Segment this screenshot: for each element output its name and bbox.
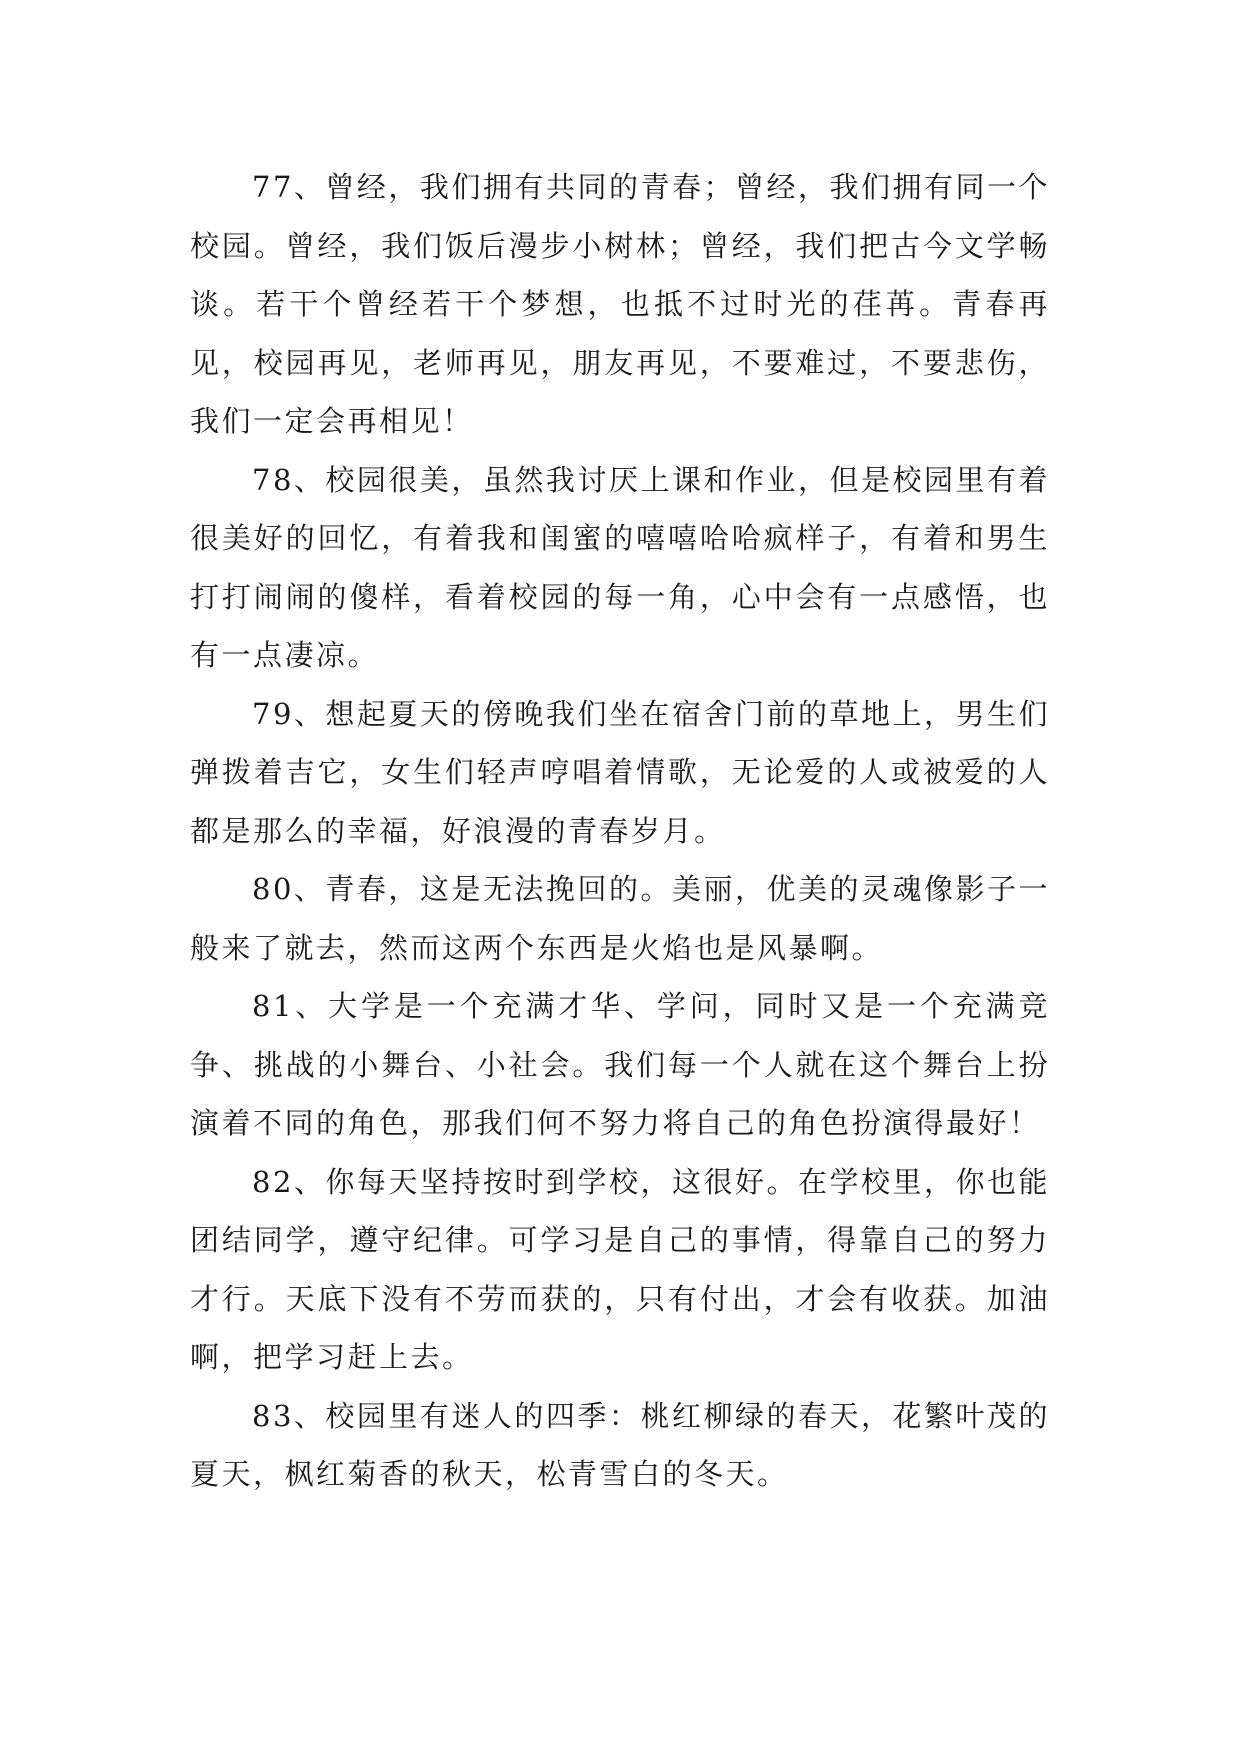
paragraph-77: 77、曾经，我们拥有共同的青春；曾经，我们拥有同一个校园。曾经，我们饭后漫步小树林；曾经，我们把古今文学畅谈。若干个曾经若干个梦想，也抵不过时光的荏苒。青春再见，校园再见，老师再见，朋友再见，不要难过，不要悲伤，我们一定会再相见！	[190, 170, 1050, 438]
paragraph-82: 82、你每天坚持按时到学校，这很好。在学校里，你也能团结同学，遵守纪律。可学习是自己的事情，得靠自己的努力才行。天底下没有不劳而获的，只有付出，才会有收获。加油啊，把学习赶上去。	[190, 1164, 1050, 1374]
paragraph-79: 79、想起夏天的傍晚我们坐在宿舍门前的草地上，男生们弹拨着吉它，女生们轻声哼唱着情歌，无论爱的人或被爱的人都是那么的幸福，好浪漫的青春岁月。	[190, 696, 1050, 848]
paragraph-78: 78、校园很美，虽然我讨厌上课和作业，但是校园里有着很美好的回忆，有着我和闺蜜的嘻嘻哈哈疯样子，有着和男生打打闹闹的傻样，看着校园的每一角，心中会有一点感悟，也有一点凄凉。	[190, 462, 1050, 672]
paragraph-81: 81、大学是一个充满才华、学问，同时又是一个充满竞争、挑战的小舞台、小社会。我们每一个人就在这个舞台上扮演着不同的角色，那我们何不努力将自己的角色扮演得最好！	[190, 989, 1050, 1140]
paragraph-83: 83、校园里有迷人的四季：桃红柳绿的春天，花繁叶茂的夏天，枫红菊香的秋天，松青雪白的冬天。	[190, 1398, 1050, 1491]
document-body	[190, 158, 1050, 1504]
paragraph-80: 80、青春，这是无法挽回的。美丽，优美的灵魂像影子一般来了就去，然而这两个东西是火焰也是风暴啊。	[190, 872, 1050, 965]
